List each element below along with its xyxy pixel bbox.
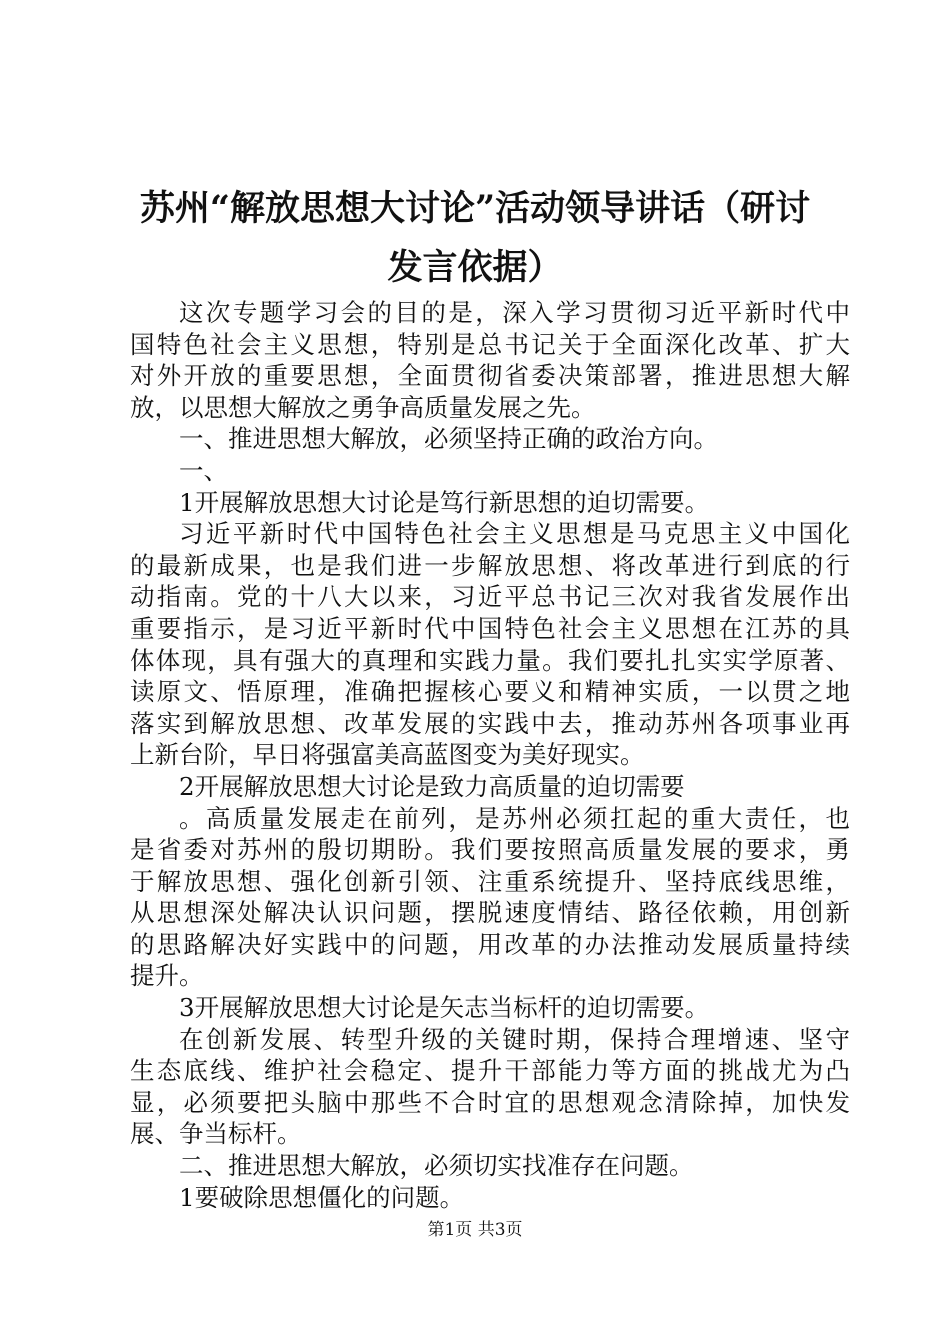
body-line: 。高质量发展走在前列，是苏州必须扛起的重大责任，也 [179, 803, 850, 833]
body-line: 于解放思想、强化创新引领、注重系统提升、坚持底线思维， [130, 866, 850, 896]
body-line: 上新台阶，早日将强富美高蓝图变为美好现实。 [130, 740, 645, 770]
body-line: 落实到解放思想、改革发展的实践中去，推动苏州各项事业再 [130, 708, 850, 738]
body-line: 显，必须要把头脑中那些不合时宜的思想观念清除掉，加快发 [130, 1087, 850, 1117]
body-line: 在创新发展、转型升级的关键时期，保持合理增速、坚守 [179, 1024, 850, 1054]
body-line: 从思想深处解决认识问题，摆脱速度情结、路径依赖，用创新 [130, 898, 850, 928]
page-number-footer: 第1页 共3页 [427, 1220, 523, 1240]
body-line: 生态底线、维护社会稳定、提升干部能力等方面的挑战尤为凸 [130, 1056, 850, 1086]
body-line: 这次专题学习会的目的是，深入学习贯彻习近平新时代中 [179, 298, 850, 327]
body-line: 体体现，具有强大的真理和实践力量。我们要扎扎实实学原著、 [130, 645, 850, 675]
subsection-heading: 1开展解放思想大讨论是笃行新思想的迫切需要。 [179, 487, 710, 517]
body-line: 是省委对苏州的殷切期盼。我们要按照高质量发展的要求，勇 [130, 835, 850, 865]
document-title-line-1: 苏州“解放思想大讨论”活动领导讲话（研讨 [139, 188, 811, 229]
body-line: 展、争当标杆。 [130, 1119, 302, 1149]
section-heading: 二、推进思想大解放，必须切实找准存在问题。 [179, 1151, 694, 1181]
section-heading: 一、推进思想大解放，必须坚持正确的政治方向。 [179, 424, 718, 454]
body-line: 动指南。党的十八大以来，习近平总书记三次对我省发展作出 [130, 582, 850, 612]
body-line: 的最新成果，也是我们进一步解放思想、将改革进行到底的行 [130, 550, 850, 580]
body-line: 习近平新时代中国特色社会主义思想是马克思主义中国化 [179, 519, 850, 549]
body-line: 的思路解决好实践中的问题，用改革的办法推动发展质量持续 [130, 929, 850, 959]
subsection-heading: 2开展解放思想大讨论是致力高质量的迫切需要 [179, 771, 685, 801]
body-line: 提升。 [130, 961, 204, 991]
subsection-heading: 1要破除思想僵化的问题。 [179, 1182, 465, 1212]
subsection-heading: 3开展解放思想大讨论是矢志当标杆的迫切需要。 [179, 993, 710, 1023]
body-line: 重要指示，是习近平新时代中国特色社会主义思想在江苏的具 [130, 613, 850, 643]
document-body [130, 297, 850, 1213]
body-line: 读原文、悟原理，准确把握核心要义和精神实质，一以贯之地 [130, 677, 850, 707]
body-line: 放，以思想大解放之勇争高质量发展之先。 [130, 392, 596, 422]
body-line: 一、 [179, 455, 228, 485]
body-line: 国特色社会主义思想，特别是总书记关于全面深化改革、扩大 [130, 329, 850, 359]
body-line: 对外开放的重要思想，全面贯彻省委决策部署，推进思想大解 [130, 361, 850, 391]
document-title-line-2: 发言依据） [387, 247, 563, 288]
